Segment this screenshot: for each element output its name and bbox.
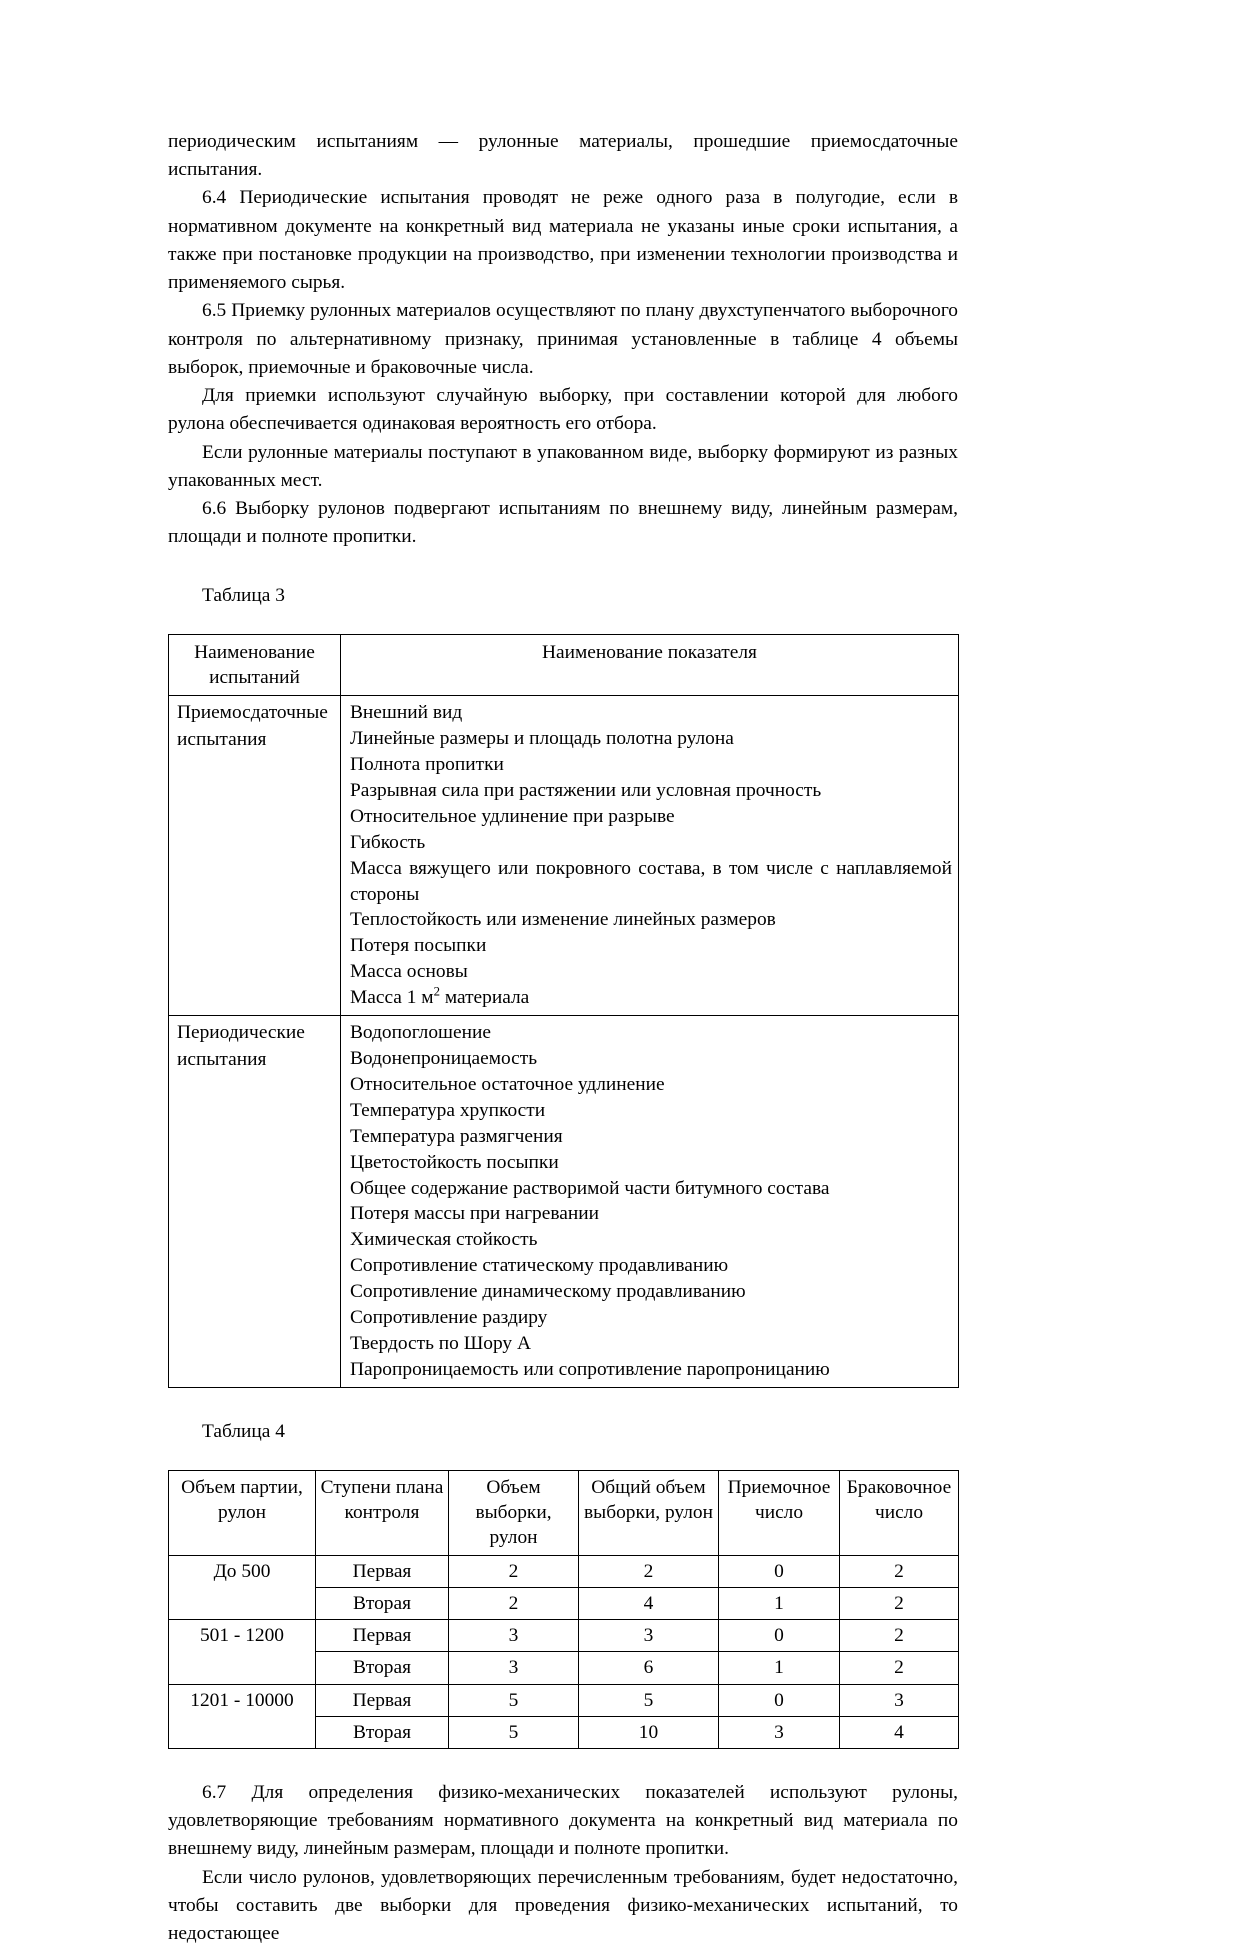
mass-label-before: Масса 1 м	[350, 987, 434, 1009]
table4-cell-lot-continued	[169, 1716, 316, 1748]
list-item: Водопоглошение	[350, 1022, 491, 1044]
table3-cell-acceptance-kind: Приемосдаточные испытания	[169, 696, 341, 1016]
paragraph-insufficient-rolls: Если число рулонов, удовлетворяющих перечисленным требованиям, будет недостаточно, чтобы составить две выборки для проведения физико-механических испытаний, то недостающее	[168, 1866, 958, 1945]
paragraph-6-7: 6.7 Для определения физико-механических показателей используют рулоны, удовлетворяющие требованиям нормативного документа на конкретный вид материала по внешнему виду, линейным размерам, площади и полноте пропитки.	[168, 1781, 958, 1860]
table4-cell-sample: 3	[449, 1652, 579, 1684]
table4-cell-sample: 5	[449, 1684, 579, 1716]
table4-cell-sample: 2	[449, 1555, 579, 1587]
spacer	[168, 1388, 958, 1418]
table4-cell-reject: 4	[840, 1716, 959, 1748]
table4-head	[169, 1470, 959, 1555]
spacer	[168, 1446, 958, 1470]
paragraph-continuation: периодическим испытаниям — рулонные материалы, прошедшие приемосдаточные испытания.	[168, 131, 958, 181]
superscript-exponent: 2	[433, 984, 440, 999]
table4-header-total-sample: Общий объем выборки, рулон	[579, 1470, 719, 1555]
table4-header-lot-size: Объем партии, рулон	[169, 1470, 316, 1555]
table4-cell-total: 10	[579, 1716, 719, 1748]
list-item: Внешний вид	[350, 702, 463, 724]
table4-cell-accept: 1	[719, 1652, 840, 1684]
paragraph-6-6: 6.6 Выборку рулонов подвергают испытаниям по внешнему виду, линейным размерам, площади и полноте пропитки.	[168, 498, 958, 548]
table4-cell-sample: 5	[449, 1716, 579, 1748]
paragraph-random-sample: Для приемки используют случайную выборку, при составлении которой для любого рулона обеспечивается одинаковая вероятность его отбора.	[168, 385, 958, 435]
table4-cell-reject: 2	[840, 1555, 959, 1587]
table-row	[169, 1684, 959, 1716]
table3-header-test-name: Наименование испытаний	[169, 634, 341, 695]
table4-cell-reject: 2	[840, 1620, 959, 1652]
table-row	[169, 1555, 959, 1587]
table3-caption: Таблица 3	[202, 584, 285, 606]
list-item: Теплостойкость или изменение линейных размеров	[350, 909, 776, 931]
table4-cell-stage: Первая	[316, 1555, 449, 1587]
table-row	[169, 1652, 959, 1684]
table4-cell-stage: Первая	[316, 1684, 449, 1716]
table4-cell-sample: 3	[449, 1620, 579, 1652]
list-item: Общее содержание растворимой части битумного состава	[350, 1177, 830, 1199]
table4-cell-reject: 2	[840, 1587, 959, 1619]
page-content	[168, 128, 958, 1948]
table4-cell-total: 4	[579, 1587, 719, 1619]
list-item: Масса основы	[350, 961, 468, 983]
table4-cell-stage: Вторая	[316, 1716, 449, 1748]
list-item: Сопротивление раздиру	[350, 1307, 548, 1329]
table4-body	[169, 1555, 959, 1748]
spacer	[168, 610, 958, 634]
list-item: Сопротивление динамическому продавливанию	[350, 1281, 746, 1303]
list-item: Относительное удлинение при разрыве	[350, 805, 675, 827]
table-row	[169, 1016, 959, 1388]
table4-cell-accept: 3	[719, 1716, 840, 1748]
table4-cell-total: 3	[579, 1620, 719, 1652]
table4-cell-accept: 1	[719, 1587, 840, 1619]
table-tests-nomenclature	[168, 634, 959, 1388]
table-row	[169, 1716, 959, 1748]
table4-cell-total: 2	[579, 1555, 719, 1587]
table4-cell-stage: Вторая	[316, 1587, 449, 1619]
table-row	[169, 1620, 959, 1652]
table4-cell-lot: До 500	[169, 1555, 316, 1587]
list-item: Температура размягчения	[350, 1125, 563, 1147]
table4-cell-accept: 0	[719, 1684, 840, 1716]
table4-cell-stage: Первая	[316, 1620, 449, 1652]
table3-cell-periodic-items	[341, 1016, 959, 1388]
table4-cell-lot: 1201 - 10000	[169, 1684, 316, 1716]
table4-header-stage: Ступени плана контроля	[316, 1470, 449, 1555]
list-item: Гибкость	[350, 831, 426, 853]
list-item: Водонепроницаемость	[350, 1047, 538, 1069]
table3-head	[169, 634, 959, 695]
list-item: Потеря массы при нагревании	[350, 1203, 599, 1225]
table4-cell-lot: 501 - 1200	[169, 1620, 316, 1652]
list-item: Паропроницаемость или сопротивление паропроницанию	[350, 1358, 830, 1380]
mass-label-after: материала	[439, 987, 530, 1009]
table3-cell-periodic-kind: Периодические испытания	[169, 1016, 341, 1388]
table-sampling-plan	[168, 1470, 959, 1749]
paragraph-6-5: 6.5 Приемку рулонных материалов осуществляют по плану двухступенчатого выборочного контроля по альтернативному признаку, принимая установленные в таблице 4 объемы выборок, приемочные и браковочные числа.	[168, 300, 958, 378]
intro-paragraphs	[168, 128, 958, 552]
list-item-mass-per-sqm	[350, 985, 952, 1011]
table4-cell-stage: Вторая	[316, 1652, 449, 1684]
table-row	[169, 696, 959, 1016]
list-item: Потеря посыпки	[350, 935, 487, 957]
list-item: Цветостойкость посыпки	[350, 1151, 559, 1173]
table4-cell-total: 5	[579, 1684, 719, 1716]
table4-cell-lot-continued	[169, 1652, 316, 1684]
list-item: Твердость по Шору А	[350, 1332, 531, 1354]
table4-caption: Таблица 4	[202, 1420, 285, 1442]
table-row	[169, 1587, 959, 1619]
list-item: Химическая стойкость	[350, 1229, 538, 1251]
table4-cell-total: 6	[579, 1652, 719, 1684]
spacer	[168, 552, 958, 582]
table4-cell-sample: 2	[449, 1587, 579, 1619]
table4-header-sample-size: Объем выборки, рулон	[449, 1470, 579, 1555]
list-item: Линейные размеры и площадь полотна рулона	[350, 728, 734, 750]
table4-cell-accept: 0	[719, 1620, 840, 1652]
spacer	[168, 1749, 958, 1779]
table-row	[169, 1470, 959, 1555]
list-item: Температура хрупкости	[350, 1099, 546, 1121]
table4-cell-accept: 0	[719, 1555, 840, 1587]
closing-paragraphs	[168, 1779, 958, 1948]
list-item: Разрывная сила при растяжении или условная прочность	[350, 779, 822, 801]
table4-header-acceptance-number: Приемочное число	[719, 1470, 840, 1555]
list-item: Масса вяжущего или покровного состава, в том числе с наплавляемой стороны	[350, 857, 952, 905]
table3-cell-acceptance-items	[341, 696, 959, 1016]
table4-cell-reject: 3	[840, 1684, 959, 1716]
table3-body	[169, 696, 959, 1388]
table3-header-indicator-name: Наименование показателя	[341, 634, 959, 695]
list-item: Полнота пропитки	[350, 754, 504, 775]
table4-cell-reject: 2	[840, 1652, 959, 1684]
table-row	[169, 634, 959, 695]
list-item: Сопротивление статическому продавливанию	[350, 1255, 729, 1277]
list-item: Относительное остаточное удлинение	[350, 1073, 665, 1095]
table4-header-rejection-number: Браковочное число	[840, 1470, 959, 1555]
table4-cell-lot-continued	[169, 1587, 316, 1619]
paragraph-6-4: 6.4 Периодические испытания проводят не реже одного раза в полугодие, если в нормативном документе на конкретный вид материала не указаны иные сроки испытания, а также при постановке продукции на производство, при изменении технологии производства и применяемого сырья.	[168, 187, 958, 294]
paragraph-packaged-lots: Если рулонные материалы поступают в упакованном виде, выборку формируют из разных упакованных мест.	[168, 441, 958, 491]
